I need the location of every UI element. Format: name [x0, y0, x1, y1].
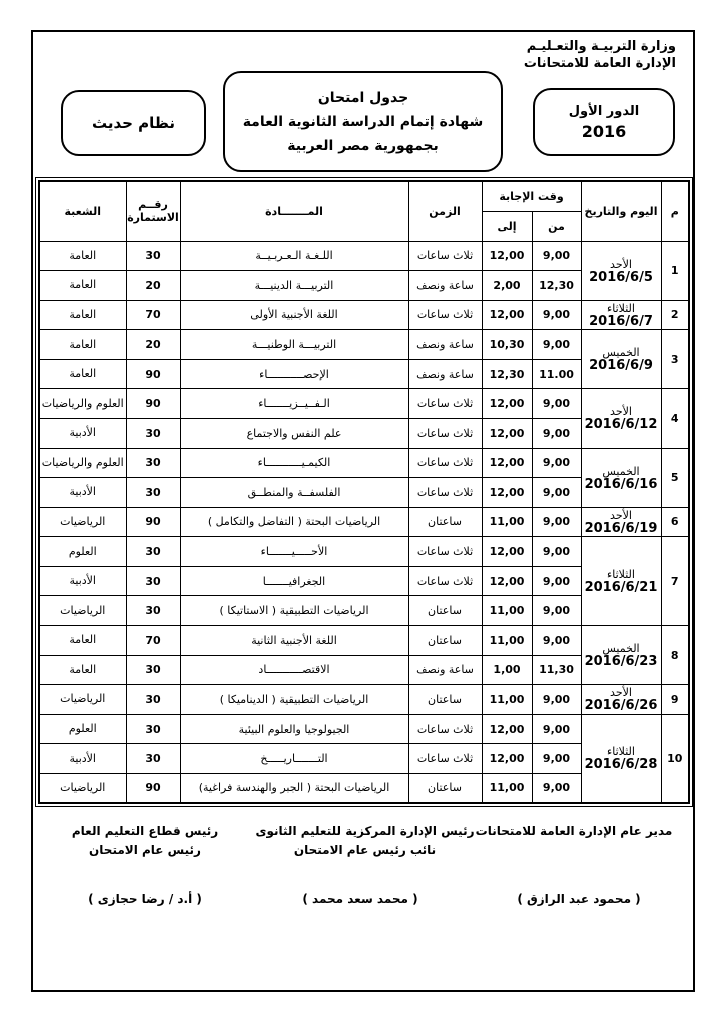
row-time-to: 10,30 — [482, 330, 532, 360]
row-time-to: 12,00 — [482, 537, 532, 567]
row-date: 2016/6/12 — [584, 417, 658, 433]
header-day: اليوم والتاريخ — [581, 181, 661, 241]
row-time-to: 1,00 — [482, 655, 532, 685]
row-branch: الأدبية — [39, 744, 126, 774]
signature-3-title-1: رئيس قطاع التعليم العام — [71, 824, 219, 838]
row-date: 2016/6/19 — [584, 520, 658, 536]
row-branch: الأدبية — [39, 478, 126, 508]
row-time-to: 12,30 — [482, 359, 532, 389]
row-branch: العامة — [39, 655, 126, 685]
system-box — [61, 90, 206, 156]
row-branch: العامة — [39, 241, 126, 271]
session-label: الدور الأول — [568, 104, 640, 119]
row-time-from: 9,00 — [532, 300, 581, 330]
row-time-from: 9,00 — [532, 418, 581, 448]
row-subject: اللغة الأجنبية الأولى — [180, 300, 408, 330]
row-duration: ثلاث ساعات — [408, 300, 482, 330]
row-subject: الرياضيات البحتة ( الجبر والهندسة فراغية) — [180, 773, 408, 803]
row-duration: ساعة ونصف — [408, 330, 482, 360]
header-answer-time: وقت الإجابة — [482, 181, 581, 211]
row-date: 2016/6/5 — [589, 269, 653, 285]
row-time-to: 11,00 — [482, 507, 532, 537]
row-branch: الرياضيات — [39, 596, 126, 626]
row-subject: التـــــــاريـــــخ — [180, 744, 408, 774]
row-form-number: 90 — [126, 773, 180, 803]
row-index: 5 — [661, 448, 689, 507]
table-row — [39, 241, 689, 271]
row-time-to: 11,00 — [482, 596, 532, 626]
session-box — [533, 88, 675, 156]
table-row — [39, 714, 689, 744]
row-duration: ثلاث ساعات — [408, 744, 482, 774]
schedule-body — [39, 241, 689, 803]
table-row — [39, 300, 689, 330]
signature-block-2 — [245, 822, 485, 860]
row-branch: الأدبية — [39, 566, 126, 596]
row-day-date — [581, 300, 661, 330]
row-subject: الكيمـيـــــــــــاء — [180, 448, 408, 478]
header-subject: المـــــــادة — [180, 181, 408, 241]
row-duration: ثلاث ساعات — [408, 418, 482, 448]
table-row — [39, 626, 689, 656]
row-form-number: 70 — [126, 300, 180, 330]
row-subject: الـفــيــزيـــــــاء — [180, 389, 408, 419]
table-row — [39, 507, 689, 537]
signature-3-title-2: رئيس عام الامتحان — [89, 843, 201, 857]
row-branch: الأدبية — [39, 418, 126, 448]
row-duration: ساعتان — [408, 773, 482, 803]
row-time-to: 12,00 — [482, 389, 532, 419]
row-time-from: 9,00 — [532, 330, 581, 360]
row-day: الخميس — [602, 346, 640, 360]
row-form-number: 20 — [126, 330, 180, 360]
row-duration: ساعة ونصف — [408, 655, 482, 685]
row-duration: ثلاث ساعات — [408, 241, 482, 271]
row-duration: ساعتان — [408, 685, 482, 715]
row-subject: الجغرافيـــــــا — [180, 566, 408, 596]
row-branch: العامة — [39, 271, 126, 301]
row-duration: ثلاث ساعات — [408, 478, 482, 508]
row-index: 1 — [661, 241, 689, 300]
row-time-from: 11,30 — [532, 655, 581, 685]
row-duration: ثلاث ساعات — [408, 566, 482, 596]
row-duration: ثلاث ساعات — [408, 537, 482, 567]
row-index: 3 — [661, 330, 689, 389]
row-branch: العامة — [39, 330, 126, 360]
row-time-from: 9,00 — [532, 714, 581, 744]
row-time-from: 9,00 — [532, 448, 581, 478]
table-row — [39, 330, 689, 360]
row-index: 6 — [661, 507, 689, 537]
row-branch: العامة — [39, 359, 126, 389]
row-subject: الجيولوجيا والعلوم البيئية — [180, 714, 408, 744]
row-day-date — [581, 685, 661, 715]
row-form-number: 70 — [126, 626, 180, 656]
row-time-from: 9,00 — [532, 685, 581, 715]
header-form-number: رقــم الاستمارة — [126, 181, 180, 241]
signature-2-name: ( محمد سعد محمد ) — [302, 892, 418, 906]
title-box — [223, 71, 503, 172]
row-form-number: 30 — [126, 655, 180, 685]
row-form-number: 30 — [126, 448, 180, 478]
row-time-to: 12,00 — [482, 714, 532, 744]
row-branch: العلوم والرياضيات — [39, 448, 126, 478]
row-form-number: 20 — [126, 271, 180, 301]
signature-block-3 — [60, 822, 230, 860]
row-duration: ساعة ونصف — [408, 359, 482, 389]
row-subject: الرياضيات التطبيقية ( الاستاتيكا ) — [180, 596, 408, 626]
row-day-date — [581, 448, 661, 507]
row-day-date — [581, 389, 661, 448]
row-form-number: 90 — [126, 359, 180, 389]
row-time-to: 11,00 — [482, 685, 532, 715]
row-time-from: 9,00 — [532, 507, 581, 537]
row-subject: الأحـــــيـــــــاء — [180, 537, 408, 567]
title-line-3: بجمهورية مصر العربية — [287, 137, 439, 154]
row-day: الخميس — [602, 464, 640, 478]
row-day: الأحد — [610, 508, 632, 522]
title-line-2: شهادة إتمام الدراسة الثانوية العامة — [242, 113, 484, 130]
header-duration: الزمن — [408, 181, 482, 241]
row-form-number: 30 — [126, 744, 180, 774]
row-index: 9 — [661, 685, 689, 715]
row-time-from: 9,00 — [532, 626, 581, 656]
row-branch: العلوم والرياضيات — [39, 389, 126, 419]
row-time-from: 9,00 — [532, 537, 581, 567]
row-day-date — [581, 507, 661, 537]
row-day-date — [581, 330, 661, 389]
row-branch: العلوم — [39, 537, 126, 567]
row-form-number: 30 — [126, 537, 180, 567]
row-duration: ساعة ونصف — [408, 271, 482, 301]
row-form-number: 90 — [126, 507, 180, 537]
row-subject: التربيـــة الوطنيـــة — [180, 330, 408, 360]
header-from: من — [532, 211, 581, 241]
row-time-to: 2,00 — [482, 271, 532, 301]
signature-2-title-1: رئيس الإدارة المركزية للتعليم الثانوى — [255, 824, 475, 838]
row-duration: ثلاث ساعات — [408, 448, 482, 478]
row-duration: ساعتان — [408, 507, 482, 537]
row-time-to: 11,00 — [482, 626, 532, 656]
row-index: 2 — [661, 300, 689, 330]
row-day: الأحد — [610, 257, 632, 271]
row-subject: التربيـــة الدينيـــة — [180, 271, 408, 301]
header-to: إلى — [482, 211, 532, 241]
row-time-from: 9,00 — [532, 389, 581, 419]
row-date: 2016/6/9 — [589, 358, 653, 374]
row-duration: ثلاث ساعات — [408, 389, 482, 419]
row-time-from: 11.00 — [532, 359, 581, 389]
row-index: 7 — [661, 537, 689, 626]
header-branch: الشعبة — [39, 181, 126, 241]
header-index: م — [661, 181, 689, 241]
row-day: الثلاثاء — [607, 568, 635, 582]
ministry-name: وزارة التربيـة والتعـليـم — [526, 39, 676, 54]
row-day: الثلاثاء — [607, 745, 635, 759]
system-label: نظام حديث — [91, 114, 176, 132]
table-row — [39, 685, 689, 715]
row-date: 2016/6/21 — [584, 580, 658, 596]
signature-1-name: ( محمود عبد الرازق ) — [517, 892, 641, 906]
title-line-1: جدول امتحان — [317, 89, 409, 106]
row-date: 2016/6/16 — [584, 476, 658, 492]
row-branch: الرياضيات — [39, 507, 126, 537]
row-subject: الرياضيات التطبيقية ( الديناميكا ) — [180, 685, 408, 715]
row-day: الثلاثاء — [607, 301, 635, 315]
row-day: الأحد — [610, 405, 632, 419]
session-year: 2016 — [581, 122, 627, 141]
row-form-number: 30 — [126, 685, 180, 715]
row-form-number: 30 — [126, 478, 180, 508]
row-time-from: 9,00 — [532, 744, 581, 774]
row-time-to: 12,00 — [482, 300, 532, 330]
row-duration: ثلاث ساعات — [408, 714, 482, 744]
row-time-from: 9,00 — [532, 241, 581, 271]
row-time-from: 12,30 — [532, 271, 581, 301]
row-form-number: 30 — [126, 714, 180, 744]
row-subject: الفلسفــة والمنطــق — [180, 478, 408, 508]
row-time-to: 12,00 — [482, 744, 532, 774]
row-day: الأحد — [610, 686, 632, 700]
signature-block-1 — [464, 822, 684, 841]
row-branch: الرياضيات — [39, 773, 126, 803]
row-time-to: 12,00 — [482, 478, 532, 508]
table-row — [39, 389, 689, 419]
row-branch: العامة — [39, 626, 126, 656]
signature-3-name: ( أ.د / رضا حجازى ) — [88, 892, 202, 906]
row-subject: اللغة الأجنبية الثانية — [180, 626, 408, 656]
row-date: 2016/6/28 — [584, 757, 658, 773]
table-row — [39, 537, 689, 567]
row-form-number: 90 — [126, 389, 180, 419]
row-time-to: 12,00 — [482, 448, 532, 478]
row-subject: الرياضيات البحتة ( التفاضل والتكامل ) — [180, 507, 408, 537]
row-duration: ساعتان — [408, 626, 482, 656]
row-time-from: 9,00 — [532, 566, 581, 596]
signature-2-title-2: نائب رئيس عام الامتحان — [293, 843, 437, 857]
row-time-to: 12,00 — [482, 241, 532, 271]
row-form-number: 30 — [126, 566, 180, 596]
row-date: 2016/6/7 — [589, 313, 653, 329]
row-index: 8 — [661, 626, 689, 685]
row-time-to: 12,00 — [482, 418, 532, 448]
row-time-from: 9,00 — [532, 773, 581, 803]
row-subject: الاقتصـــــــــــاد — [180, 655, 408, 685]
row-day: الخميس — [602, 642, 640, 656]
row-subject: الإحصـــــــــــاء — [180, 359, 408, 389]
row-day-date — [581, 714, 661, 803]
exam-schedule-table — [38, 180, 690, 804]
ministry-header — [416, 38, 676, 72]
department-name: الإدارة العامة للامتحانات — [523, 56, 676, 71]
row-subject: علم النفس والاجتماع — [180, 418, 408, 448]
row-branch: العلوم — [39, 714, 126, 744]
row-branch: الرياضيات — [39, 685, 126, 715]
row-date: 2016/6/23 — [584, 654, 658, 670]
row-time-from: 9,00 — [532, 596, 581, 626]
row-form-number: 30 — [126, 418, 180, 448]
signature-1-title: مدير عام الإدارة العامة للامتحانات — [475, 824, 673, 838]
row-branch: العامة — [39, 300, 126, 330]
row-date: 2016/6/26 — [584, 698, 658, 714]
row-duration: ساعتان — [408, 596, 482, 626]
table-row — [39, 448, 689, 478]
row-day-date — [581, 626, 661, 685]
row-time-to: 11,00 — [482, 773, 532, 803]
row-form-number: 30 — [126, 596, 180, 626]
row-form-number: 30 — [126, 241, 180, 271]
row-time-from: 9,00 — [532, 478, 581, 508]
row-index: 4 — [661, 389, 689, 448]
row-day-date — [581, 241, 661, 300]
row-day-date — [581, 537, 661, 626]
row-subject: اللـغـة الـعـربـيــة — [180, 241, 408, 271]
row-time-to: 12,00 — [482, 566, 532, 596]
row-index: 10 — [661, 714, 689, 803]
